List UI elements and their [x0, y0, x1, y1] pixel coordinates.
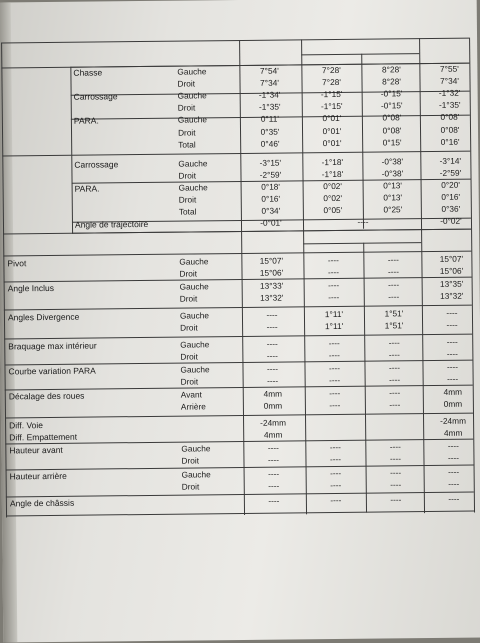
secondaire-2-max: ----: [388, 279, 400, 290]
secondaire-6-initiale: ----: [266, 338, 278, 349]
secondaire-4-final: ----: [446, 307, 458, 318]
secondaire-11-min: ----: [329, 399, 341, 411]
secondaire-16-max: ----: [390, 467, 402, 478]
secondaire-0-max: ----: [387, 254, 399, 265]
secondaire-10-initiale: 4mm: [263, 388, 283, 399]
secondaire-15-initiale: ----: [267, 454, 280, 465]
row-sep-s-9: [6, 511, 474, 517]
principal-4-initiale: 0°11': [260, 113, 280, 125]
secondaire-8-max: ----: [388, 362, 401, 373]
spec-sub-line-2: [303, 242, 421, 244]
principal-11-initiale: 0°34': [261, 205, 281, 216]
principal-7-side: Gauche: [178, 158, 208, 169]
principal-6-max: 0°15': [382, 136, 402, 148]
row-sep-s-5: [5, 413, 473, 419]
principal-0-max: 8°28': [381, 64, 401, 75]
principal-9-max: 0°13': [383, 180, 403, 191]
secondaire-9-final: ----: [447, 373, 459, 384]
principal-10-side: Droit: [178, 194, 197, 205]
principal-6-min: 0°01': [322, 137, 342, 148]
secondaire-0-min: ----: [327, 254, 339, 266]
secondaire-2-min: ----: [328, 279, 340, 291]
principal-0-final: 7°55': [439, 63, 459, 74]
secondaire-5-max: 1°51': [384, 320, 404, 331]
secondaire-4-param: Angles Divergence: [7, 311, 80, 323]
principal-1-initiale: 7°34': [260, 77, 279, 88]
secondaire-10-param: Décalage des roues: [8, 390, 85, 402]
secondaire-18-min: ----: [330, 494, 342, 506]
principal-4-final: 0°08': [440, 112, 460, 123]
secondaire-18-initiale: ----: [268, 495, 280, 506]
secondaire-10-min: ----: [329, 387, 341, 399]
principal-5-initiale: 0°35': [260, 126, 280, 137]
secondaire-15-side: Droit: [181, 455, 200, 466]
secondaire-12-final: -24mm: [440, 415, 467, 426]
secondaire-17-initiale: ----: [268, 480, 280, 491]
secondaire-8-side: Gauche: [180, 364, 210, 375]
secondaire-16-min: ----: [330, 467, 342, 479]
principal-12-max: ----: [357, 216, 369, 227]
principal-3-final: -1°35': [438, 99, 461, 111]
secondaire-14-min: ----: [329, 441, 341, 453]
principal-2-min: -1°15': [320, 89, 343, 100]
secondaire-7-side: Droit: [180, 351, 198, 362]
secondaire-16-final: ----: [448, 466, 460, 477]
principal-11-side: Total: [178, 206, 197, 217]
secondaire-13-param: Diff. Empattement: [9, 431, 78, 443]
secondaire-1-max: ----: [387, 266, 400, 277]
principal-8-final: -2°59': [439, 167, 462, 178]
secondaire-2-side: Gauche: [179, 281, 209, 292]
secondaire-5-initiale: ----: [266, 321, 278, 332]
secondaire-1-min: ----: [327, 266, 340, 278]
principal-4-max: 0°08': [382, 112, 402, 123]
secondaire-14-final: ----: [447, 440, 459, 451]
principal-5-min: 0°01': [322, 125, 342, 136]
secondaire-10-side: Avant: [180, 389, 202, 400]
principal-3-side: Droit: [177, 102, 196, 113]
principal-7-initiale: -3°15': [259, 157, 282, 168]
principal-3-max: -0°15': [380, 100, 403, 111]
secondaire-12-initiale: -24mm: [260, 417, 287, 428]
principal-1-final: 7°34': [440, 75, 459, 86]
principal-2-initiale: -1°34': [258, 89, 281, 100]
principal-6-final: 0°16': [440, 136, 460, 147]
secondaire-16-side: Gauche: [181, 469, 211, 480]
principal-0-initiale: 7°54': [259, 65, 279, 76]
principal-4-param: PARA.: [73, 115, 99, 127]
principal-12-initiale: -0°01': [260, 217, 282, 228]
secondaire-3-final: 13°32': [440, 290, 464, 301]
principal-7-final: -3°14': [439, 155, 462, 166]
section-sep: [3, 229, 471, 235]
secondaire-5-side: Droit: [180, 322, 198, 333]
principal-2-final: -1°32': [438, 87, 461, 99]
principal-10-initiale: 0°16': [261, 193, 281, 204]
secondaire-13-initiale: 4mm: [263, 429, 283, 440]
secondaire-7-final: ----: [446, 348, 458, 359]
secondaire-9-side: Droit: [180, 376, 199, 387]
secondaire-4-initiale: ----: [266, 309, 278, 320]
secondaire-12-param: Diff. Voie: [9, 420, 44, 431]
principal-5-side: Droit: [177, 126, 196, 138]
principal-0-param: Chasse: [73, 67, 103, 78]
secondaire-5-min: 1°11': [324, 320, 344, 332]
secondaire-0-side: Gauche: [179, 256, 209, 267]
table-grid: [0, 0, 477, 3]
secondaire-17-final: ----: [448, 478, 460, 489]
secondaire-17-side: Droit: [181, 481, 200, 492]
secondaire-8-min: ----: [328, 362, 341, 374]
principal-6-side: Total: [178, 139, 196, 150]
secondaire-17-max: ----: [390, 479, 402, 490]
secondaire-16-param: Hauteur arrière: [9, 470, 67, 482]
principal-8-min: -1°18': [321, 168, 344, 179]
secondaire-11-side: Arrière: [180, 401, 206, 412]
secondaire-2-initiale: 13°33': [259, 280, 284, 291]
principal-1-max: 8°28': [382, 76, 401, 87]
secondaire-0-param: Pivot: [7, 258, 27, 269]
principal-3-min: -1°15': [320, 101, 343, 112]
secondaire-1-side: Droit: [179, 268, 198, 279]
principal-9-param: PARA.: [74, 183, 100, 194]
principal-5-final: 0°08': [440, 124, 460, 135]
secondaire-4-min: 1°11': [324, 308, 344, 320]
secondaire-11-max: ----: [389, 399, 401, 410]
secondaire-1-final: 15°06': [439, 265, 464, 276]
principal-1-side: Droit: [177, 78, 196, 89]
secondaire-5-final: ----: [446, 319, 458, 330]
secondaire-17-min: ----: [330, 479, 342, 491]
secondaire-6-side: Gauche: [180, 339, 210, 350]
secondaire-9-min: ----: [329, 374, 341, 386]
principal-2-side: Gauche: [177, 90, 207, 101]
secondaire-14-max: ----: [389, 441, 401, 452]
secondaire-15-min: ----: [329, 453, 342, 465]
principal-8-max: -0°38': [381, 168, 404, 179]
principal-10-final: 0°16': [441, 191, 461, 202]
secondaire-14-initiale: ----: [267, 442, 279, 453]
principal-7-max: -0°38': [381, 155, 404, 167]
secondaire-2-final: 13°35': [439, 278, 464, 289]
secondaire-3-initiale: 13°32': [260, 292, 284, 303]
secondaire-6-min: ----: [328, 337, 340, 349]
principal-9-min: 0°02': [323, 180, 343, 192]
principal-6-initiale: 0°46': [260, 138, 280, 149]
secondaire-7-min: ----: [328, 349, 340, 361]
secondaire-13-final: 4mm: [443, 427, 463, 438]
secondaire-16-initiale: ----: [268, 468, 280, 479]
principal-7-min: -1°18': [321, 156, 344, 167]
principal-4-min: 0°01': [322, 113, 342, 124]
secondaire-7-max: ----: [388, 349, 400, 360]
secondaire-4-max: 1°51': [384, 308, 404, 319]
secondaire-18-max: ----: [390, 494, 402, 505]
principal-12-final: -0°02': [440, 215, 462, 227]
secondaire-6-param: Braquage max intérieur: [8, 340, 97, 352]
secondaire-2-param: Angle Inclus: [7, 282, 55, 294]
secondaire-3-min: ----: [328, 291, 340, 303]
secondaire-11-initiale: 0mm: [263, 400, 283, 411]
principal-11-min: 0°05': [323, 205, 343, 216]
principal-10-min: 0°02': [323, 192, 343, 204]
secondaire-14-param: Hauteur avant: [9, 444, 63, 456]
secondaire-0-final: 15°07': [439, 253, 464, 264]
secondaire-3-side: Droit: [179, 293, 198, 304]
secondaire-8-final: ----: [446, 361, 459, 372]
principal-8-side: Droit: [178, 170, 197, 181]
principal-9-initiale: 0°18': [261, 181, 281, 192]
principal-11-final: 0°36': [441, 203, 461, 214]
secondaire-6-final: ----: [446, 336, 458, 347]
secondaire-4-side: Gauche: [179, 310, 210, 321]
secondaire-10-max: ----: [389, 387, 401, 398]
principal-5-max: 0°08': [382, 124, 402, 135]
principal-1-min: 7°28': [322, 77, 341, 88]
secondaire-6-max: ----: [388, 337, 400, 348]
spec-sub-line: [301, 53, 419, 55]
principal-9-final: 0°20': [441, 179, 461, 190]
principal-0-min: 7°28': [321, 64, 341, 76]
principal-9-side: Gauche: [178, 182, 208, 193]
secondaire-8-initiale: ----: [266, 363, 279, 374]
secondaire-3-max: ----: [388, 291, 400, 302]
group-sep: [2, 155, 71, 157]
principal-0-side: Gauche: [177, 66, 207, 77]
principal-2-param: Carrossage: [73, 91, 118, 102]
secondaire-18-param: Angle de châssis: [9, 497, 75, 509]
secondaire-11-final: 0mm: [443, 398, 463, 409]
secondaire-1-initiale: 15°06': [259, 267, 284, 278]
secondaire-18-final: ----: [448, 493, 460, 504]
principal-11-max: 0°25': [383, 204, 403, 215]
principal-4-side: Gauche: [177, 114, 208, 126]
principal-10-max: 0°13': [383, 192, 403, 203]
principal-2-max: -0°15': [380, 88, 403, 99]
secondaire-9-initiale: ----: [267, 375, 279, 386]
secondaire-0-initiale: 15°07': [259, 255, 284, 266]
secondaire-9-max: ----: [389, 374, 401, 385]
secondaire-15-final: ----: [447, 452, 460, 463]
secondaire-15-max: ----: [389, 453, 402, 464]
secondaire-10-final: 4mm: [443, 386, 463, 397]
principal-7-param: Carrossage: [74, 158, 119, 170]
principal-3-initiale: -1°35': [258, 101, 281, 113]
secondaire-8-param: Courbe variation PARA: [8, 365, 96, 377]
principal-12-param: Angle de trajectoire: [74, 219, 149, 230]
principal-8-initiale: -2°59': [259, 169, 282, 180]
secondaire-7-initiale: ----: [266, 350, 278, 361]
frame-top: [1, 38, 469, 44]
secondaire-14-side: Gauche: [181, 443, 211, 454]
